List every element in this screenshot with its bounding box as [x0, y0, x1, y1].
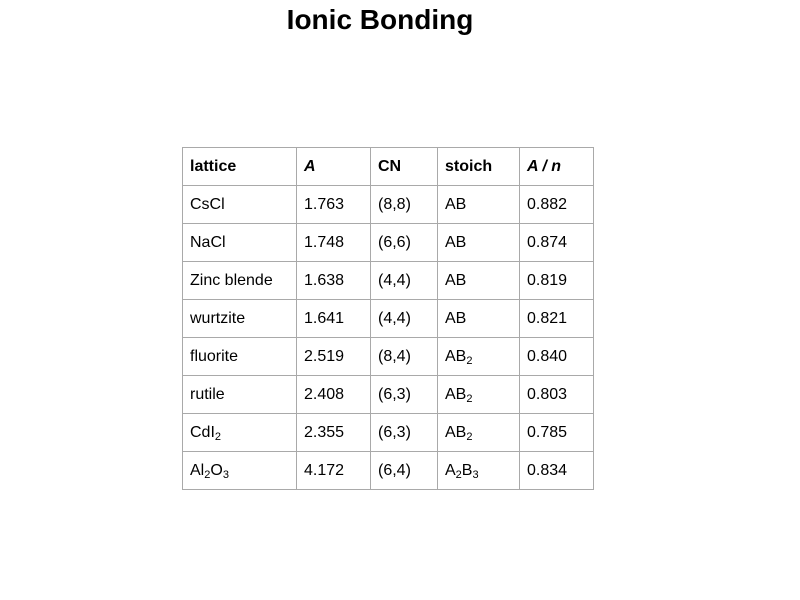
- cell-madelung-constant: 4.172: [297, 452, 371, 490]
- header-stoichiometry: stoich: [438, 148, 520, 186]
- cell-lattice: rutile: [183, 376, 297, 414]
- cell-stoichiometry: $A_2B_3$: [438, 452, 520, 490]
- table-row: [183, 338, 594, 376]
- cell-a-over-n: 0.819: [520, 262, 594, 300]
- cell-a-over-n: 0.834: [520, 452, 594, 490]
- table-row: [183, 186, 594, 224]
- table-header-row: [183, 148, 594, 186]
- cell-stoichiometry: $AB_2$: [438, 414, 520, 452]
- cell-lattice: CsCl: [183, 186, 297, 224]
- cell-lattice: NaCl: [183, 224, 297, 262]
- cell-stoichiometry: AB: [438, 186, 520, 224]
- cell-madelung-constant: 1.748: [297, 224, 371, 262]
- cell-a-over-n: 0.882: [520, 186, 594, 224]
- cell-lattice: Zinc blende: [183, 262, 297, 300]
- cell-a-over-n: 0.821: [520, 300, 594, 338]
- cell-coordination-number: (8,8): [371, 186, 438, 224]
- cell-coordination-number: (6,3): [371, 376, 438, 414]
- cell-stoichiometry: AB: [438, 300, 520, 338]
- cell-coordination-number: (8,4): [371, 338, 438, 376]
- cell-lattice: $Al_2O_3$: [183, 452, 297, 490]
- table-row: [183, 224, 594, 262]
- cell-madelung-constant: 2.408: [297, 376, 371, 414]
- cell-stoichiometry: AB: [438, 262, 520, 300]
- cell-coordination-number: (6,6): [371, 224, 438, 262]
- cell-a-over-n: 0.874: [520, 224, 594, 262]
- cell-a-over-n: 0.840: [520, 338, 594, 376]
- cell-coordination-number: (4,4): [371, 262, 438, 300]
- header-madelung-constant: A: [297, 148, 371, 186]
- cell-stoichiometry: $AB_2$: [438, 338, 520, 376]
- table-row: [183, 300, 594, 338]
- cell-coordination-number: (6,3): [371, 414, 438, 452]
- header-coordination-number: CN: [371, 148, 438, 186]
- cell-lattice: CdI$_2$: [183, 414, 297, 452]
- cell-coordination-number: (4,4): [371, 300, 438, 338]
- header-lattice: lattice: [183, 148, 297, 186]
- cell-madelung-constant: 2.355: [297, 414, 371, 452]
- cell-madelung-constant: 2.519: [297, 338, 371, 376]
- table-body: [183, 186, 594, 490]
- table-row: [183, 376, 594, 414]
- cell-a-over-n: 0.803: [520, 376, 594, 414]
- table-row: [183, 452, 594, 490]
- cell-coordination-number: (6,4): [371, 452, 438, 490]
- cell-a-over-n: 0.785: [520, 414, 594, 452]
- cell-lattice: fluorite: [183, 338, 297, 376]
- cell-stoichiometry: $AB_2$: [438, 376, 520, 414]
- table-row: [183, 414, 594, 452]
- page-title: Ionic Bonding: [286, 4, 474, 35]
- cell-stoichiometry: AB: [438, 224, 520, 262]
- cell-lattice: wurtzite: [183, 300, 297, 338]
- table-row: [183, 262, 594, 300]
- ionic-bonding-table: [182, 147, 594, 490]
- cell-madelung-constant: 1.641: [297, 300, 371, 338]
- cell-madelung-constant: 1.638: [297, 262, 371, 300]
- cell-madelung-constant: 1.763: [297, 186, 371, 224]
- header-a-over-n: A / n: [520, 148, 594, 186]
